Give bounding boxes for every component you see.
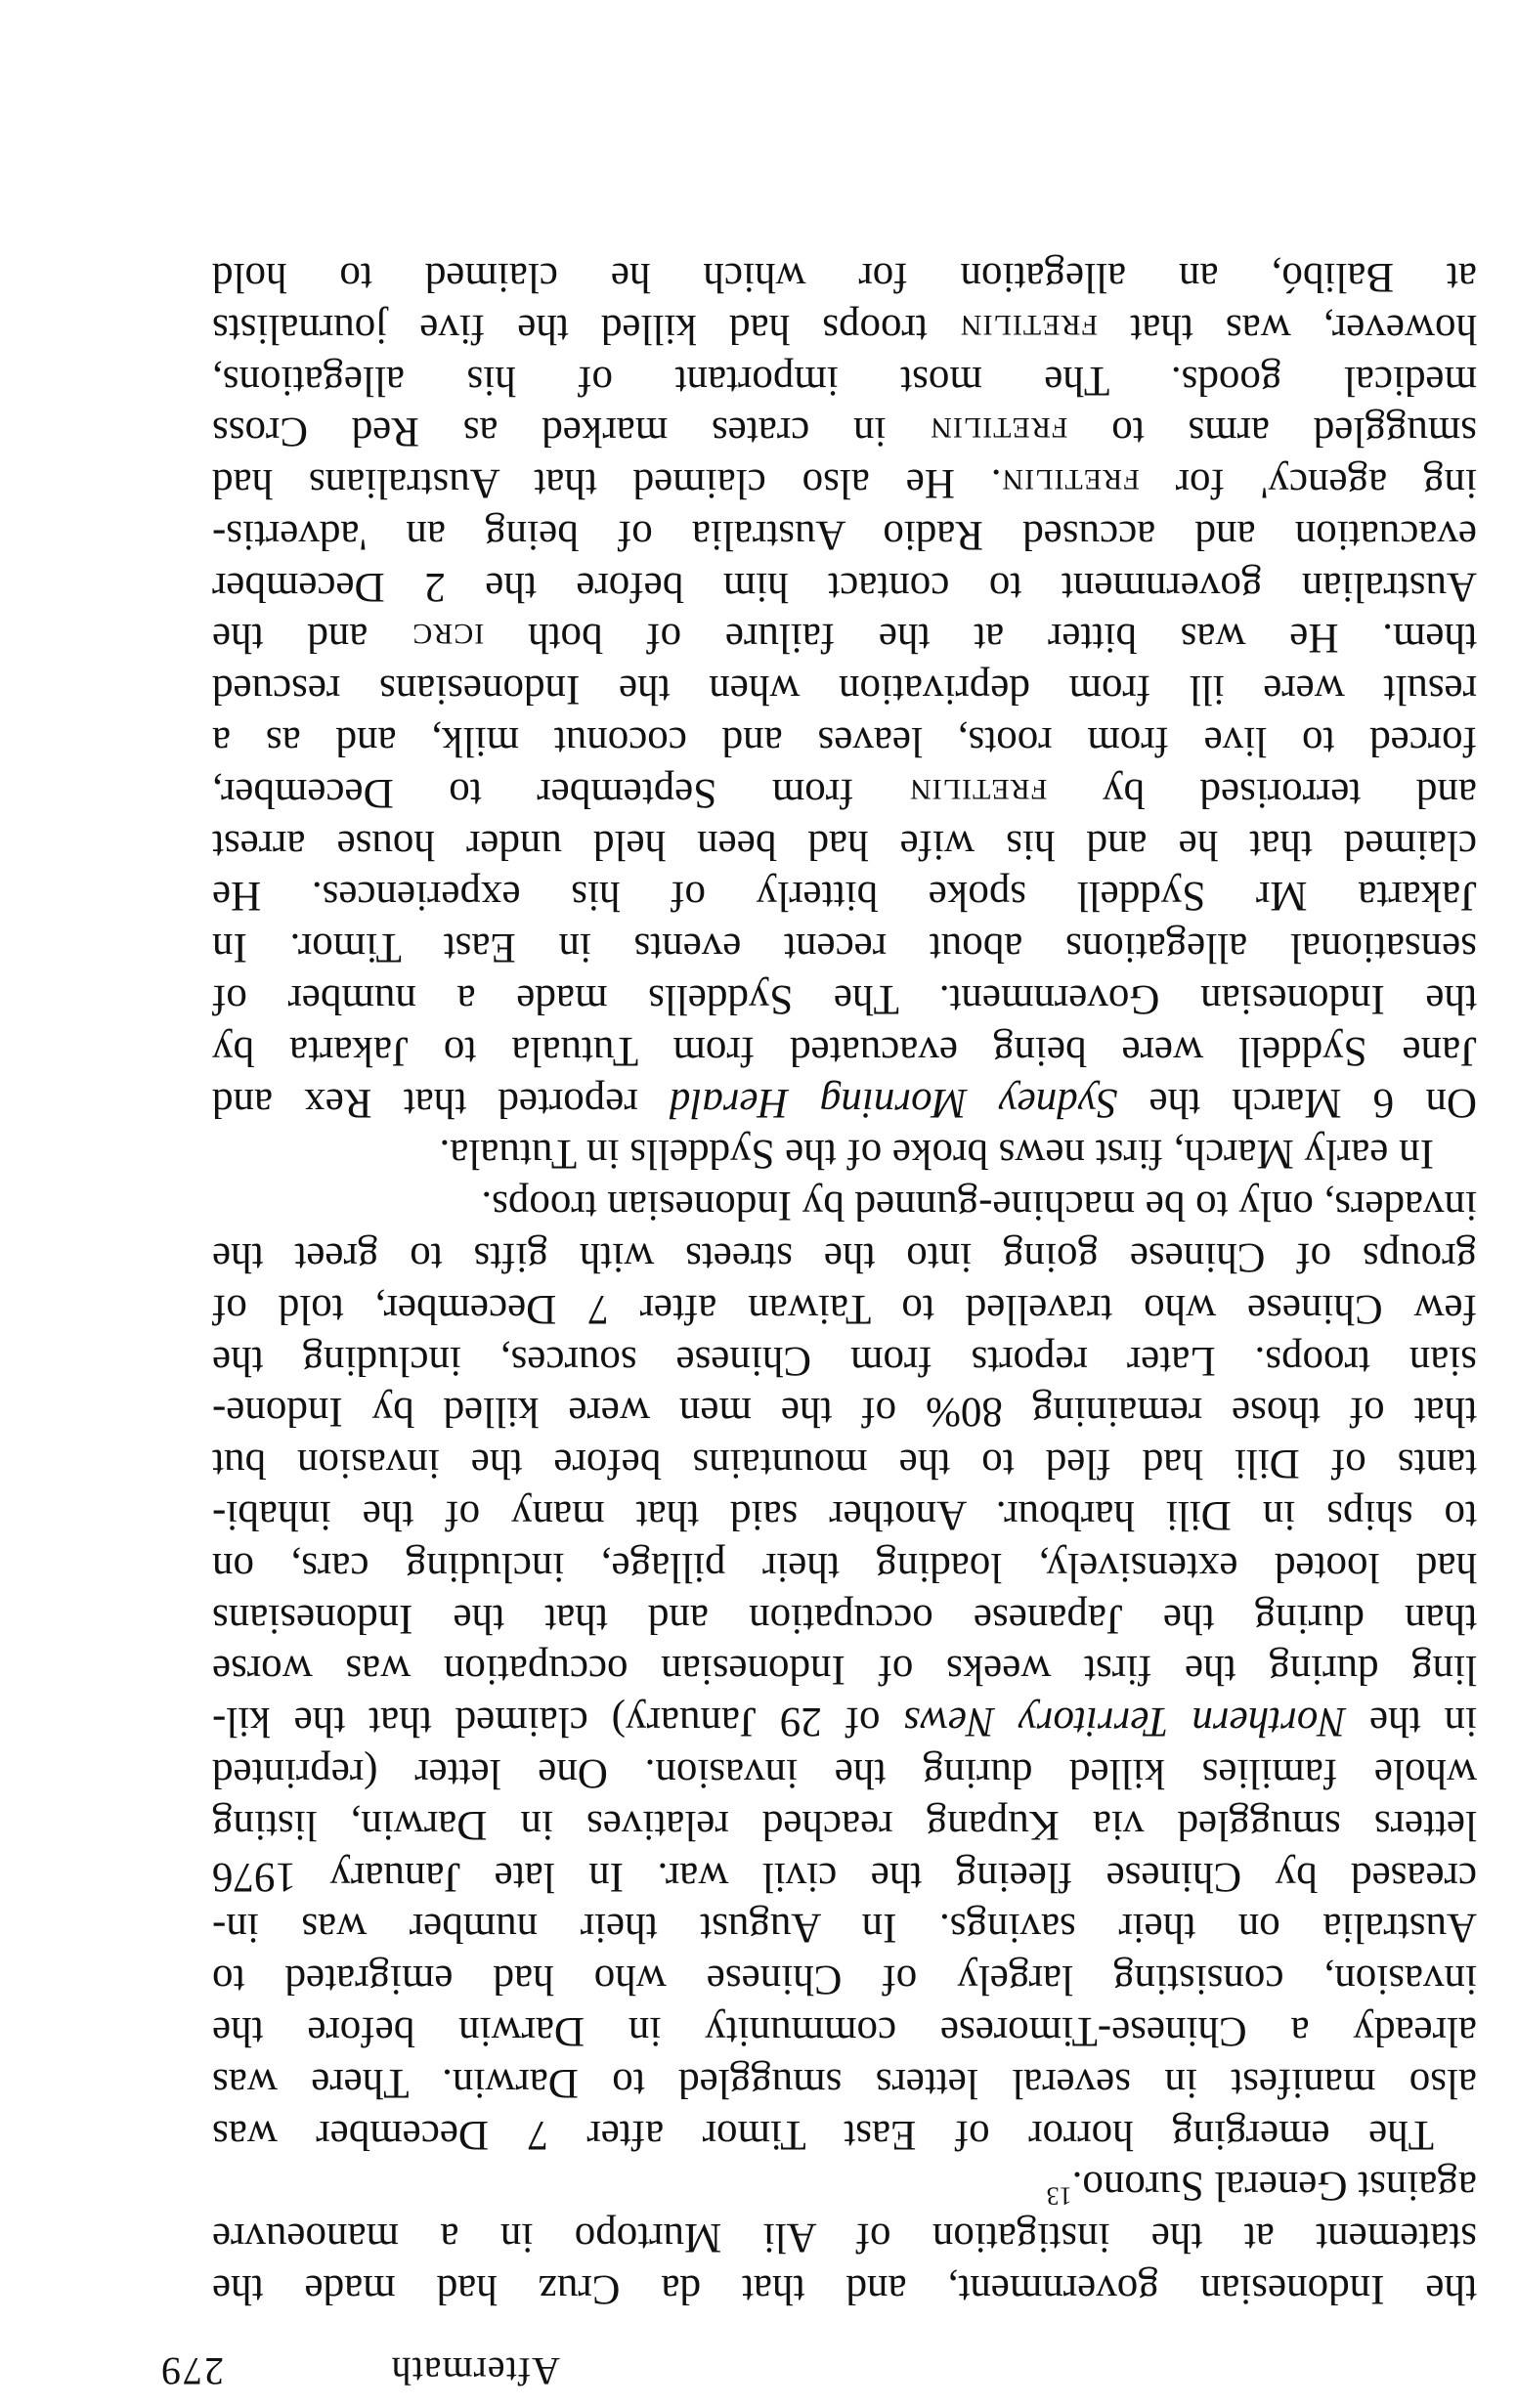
text-line — [212, 406, 1477, 457]
text-line — [212, 818, 1477, 870]
page-number: 279 — [159, 2349, 224, 2393]
text-line — [212, 250, 1477, 302]
text-line — [212, 1746, 1477, 1798]
text-line — [212, 1902, 1477, 1954]
footnote-marker: 13 — [1046, 2181, 1072, 2211]
text-line — [212, 1488, 1477, 1540]
text-segment: evacuation and accused Radio Australia of being an 'advertis- — [212, 511, 1477, 558]
text-segment: In early March, first news broke of the Syddells in Tutuala. — [439, 1131, 1434, 1178]
text-line — [212, 972, 1477, 1024]
text-line — [212, 2262, 1477, 2314]
text-line — [212, 714, 1477, 766]
text-segment: the Indonesian government, and that da Cruz had made the — [212, 2266, 1477, 2312]
text-segment: whole families killed during the invasion. One letter (reprinted — [212, 1750, 1477, 1797]
text-segment: statement at the instigation of Ali Murtopo in a manoeuvre — [212, 2214, 1477, 2261]
text-segment: at Balibó, an allegation for which he claimed to hold — [212, 253, 1477, 300]
text-segment: however, was that — [1098, 305, 1477, 352]
text-segment: forced to live from roots, leaves and coconut milk, and as a — [212, 718, 1477, 765]
text-line — [212, 2056, 1477, 2108]
text-line — [212, 664, 1477, 715]
text-segment: from September to December, — [211, 769, 910, 816]
text-segment: to ships in Dili harbour. Another said that many of the inhabi- — [212, 1492, 1477, 1539]
text-segment: and terrorised by — [1047, 769, 1477, 816]
text-line — [212, 2004, 1477, 2056]
italic-title: Northern Territory News — [903, 1698, 1347, 1745]
text-line — [212, 1953, 1477, 2004]
running-header — [157, 2345, 1477, 2394]
text-segment: and the — [212, 615, 412, 662]
text-segment: The emerging horror of East Timor after 7 December was — [212, 2111, 1434, 2158]
text-segment: invasion, consisting largely of Chinese who had emigrated to — [212, 1956, 1477, 2003]
italic-title: Sydney Morning Herald — [669, 1079, 1118, 1126]
body-text — [212, 250, 1477, 2314]
text-segment: Australia on their savings. In August their number was in- — [212, 1905, 1477, 1952]
text-line — [212, 1437, 1477, 1488]
text-segment: On 6 March the — [1117, 1079, 1477, 1126]
text-line — [212, 766, 1477, 818]
text-segment: them. He was bitter at the failure of both — [484, 615, 1477, 662]
small-caps-acronym: fretilin — [1001, 460, 1140, 507]
text-line — [212, 1179, 1477, 1230]
text-line — [212, 1386, 1477, 1438]
text-line — [212, 612, 1477, 664]
text-line — [212, 1128, 1477, 1180]
text-segment: Jane Syddell were being evacuated from Tutuala to Jakarta by — [212, 1027, 1477, 1074]
small-caps-acronym: fretilin — [909, 769, 1048, 816]
text-segment: tants of Dili had fled to the mountains before the invasion but — [212, 1440, 1477, 1487]
text-line — [212, 560, 1477, 612]
text-segment: the Indonesian Government. The Syddells made a number of — [212, 976, 1477, 1023]
text-segment: of 29 January) claimed that the kil- — [212, 1698, 904, 1745]
text-line — [212, 1798, 1477, 1850]
text-segment: against General Surono. — [1071, 2163, 1477, 2210]
text-segment: Australian government to contact him before the 2 December — [212, 563, 1477, 610]
text-line — [212, 1076, 1477, 1128]
chapter-title: Aftermath — [390, 2349, 560, 2393]
text-segment: claimed that he and his wife had been held under house arrest — [212, 821, 1477, 868]
text-segment: invaders, only to be machine-gunned by Indonesian troops. — [481, 1182, 1477, 1229]
text-line — [212, 1644, 1477, 1696]
text-line — [212, 508, 1477, 560]
text-line — [212, 1230, 1477, 1282]
text-segment: groups of Chinese going into the streets with gifts to greet the — [212, 1234, 1477, 1281]
text-segment: in the — [1346, 1698, 1477, 1745]
text-line — [212, 2108, 1477, 2160]
text-segment: had looted extensively, loading their pillage, including cars, on — [212, 1543, 1477, 1590]
text-segment: ling during the first weeks of Indonesian occupation was worse — [212, 1647, 1477, 1694]
text-line — [212, 1282, 1477, 1334]
text-segment: troops had killed the five journalists — [212, 305, 960, 352]
text-segment: few Chinese who travelled to Taiwan after 7 December, told of — [212, 1285, 1477, 1332]
text-line — [212, 1695, 1477, 1746]
text-segment: also manifest in several letters smuggled to Darwin. There was — [212, 2059, 1477, 2106]
text-line — [212, 302, 1477, 354]
text-line — [212, 2160, 1477, 2212]
text-segment: reported that Rex and — [211, 1079, 670, 1126]
text-segment: . He also claimed that Australians had — [212, 460, 1002, 507]
text-segment: letters smuggled via Kupang reached relatives in Darwin, listing — [212, 1801, 1477, 1848]
text-segment: than during the Japanese occupation and that the Indonesians — [212, 1595, 1477, 1642]
text-segment: creased by Chinese fleeing the civil war. In late January 1976 — [212, 1853, 1477, 1900]
text-segment: medical goods. The most important of his allegations, — [212, 357, 1477, 404]
text-segment: sian troops. Later reports from Chinese sources, including the — [212, 1337, 1477, 1384]
text-line — [212, 1334, 1477, 1386]
text-segment: already a Chinese-Timorese community in Darwin before the — [212, 2008, 1477, 2055]
text-line — [212, 2211, 1477, 2262]
text-line — [212, 1592, 1477, 1644]
text-line — [212, 921, 1477, 972]
text-segment: in crates marked as Red Cross — [211, 408, 931, 455]
text-segment: that of those remaining 80% of the men were killed by Indone- — [212, 1389, 1477, 1436]
text-segment: Jakarta Mr Syddell spoke bitterly of his experiences. He — [212, 873, 1477, 920]
text-segment: smuggled arms to — [1067, 408, 1477, 455]
text-line — [212, 1540, 1477, 1592]
text-line — [212, 870, 1477, 922]
text-line — [212, 354, 1477, 406]
text-line — [212, 456, 1477, 508]
text-segment: sensational allegations about recent events in East Timor. In — [212, 924, 1477, 971]
text-segment: result were ill from deprivation when the Indonesians rescued — [212, 666, 1477, 713]
text-line — [212, 1850, 1477, 1902]
small-caps-acronym: fretilin — [959, 305, 1099, 352]
text-segment: ing agency' for — [1139, 460, 1477, 507]
small-caps-acronym: fretilin — [930, 408, 1068, 455]
text-line — [212, 1024, 1477, 1076]
small-caps-acronym: icrc — [412, 615, 485, 662]
